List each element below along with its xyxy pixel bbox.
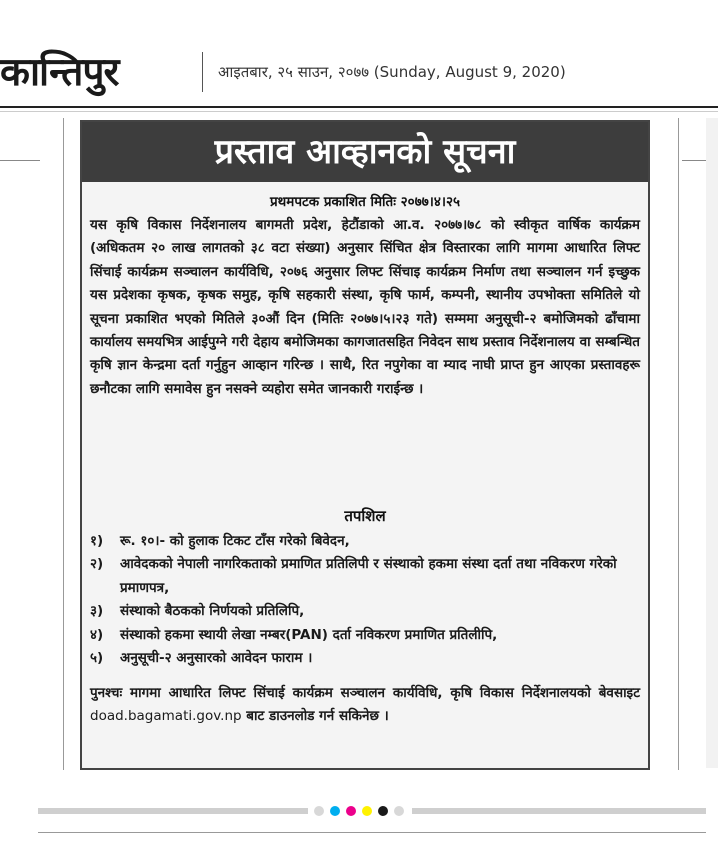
list-text: आवेदकको नेपाली नागरिकताको प्रमाणित प्रतिलिपी र संस्थाको हकमा संस्था दर्ता तथा नविकरण गरेको प्रमाणपत्र,: [120, 556, 617, 596]
postscript: [90, 682, 640, 729]
website-link[interactable]: doad.bagamati.gov.np: [90, 708, 242, 725]
masthead: [0, 0, 718, 108]
list-item: [90, 600, 640, 623]
list-number: १): [90, 533, 104, 549]
list-item: [90, 647, 640, 670]
masthead-thin-rule: [0, 111, 718, 112]
list-number: ५): [90, 650, 104, 667]
masthead-separator: [202, 52, 203, 92]
left-column-rule: [0, 160, 40, 161]
bottom-rule: [38, 832, 706, 833]
registration-dot: [330, 806, 340, 816]
list-number: ३): [90, 603, 104, 620]
list-number: ४): [90, 626, 104, 643]
newspaper-logo: कान्तिपुर: [0, 49, 119, 95]
list-item: [90, 530, 640, 553]
notice-title: प्रस्ताव आव्हानको सूचना: [214, 132, 516, 172]
masthead-date: आइतबार, २५ साउन, २०७७ (Sunday, August 9, 2020): [218, 63, 566, 81]
strip-bar-left: [38, 808, 308, 814]
registration-dot: [394, 806, 404, 816]
registration-dot: [314, 806, 324, 816]
publication-date: प्रथमपटक प्रकाशित मितिः २०७७।४।२५: [269, 194, 461, 210]
registration-strip: [38, 806, 706, 816]
list-text: अनुसूची-२ अनुसारको आवेदन फाराम ।: [120, 650, 313, 667]
notice-title-bar: [82, 122, 648, 182]
right-column-edge: [706, 118, 718, 768]
details-heading: तपशिल: [344, 507, 386, 525]
postscript-text: मागमा आधारित लिफ्ट सिंचाई कार्यक्रम सञ्चालन कार्यविधि, कृषि विकास निर्देशनालयको बेवसाइट: [122, 685, 640, 701]
registration-dot: [362, 806, 372, 816]
list-text: रू. १०।- को हुलाक टिकट टाँस गरेको बिवेदन,: [120, 533, 350, 549]
notice-box: [80, 120, 650, 770]
list-text: संस्थाको बैठकको निर्णयको प्रतिलिपि,: [120, 603, 305, 620]
postscript-text-end: बाट डाउनलोड गर्न सकिनेछ ।: [241, 708, 389, 725]
list-item: [90, 624, 640, 647]
postscript-label: पुनश्चः: [90, 685, 123, 701]
column-divider-right: [678, 118, 679, 770]
registration-dot: [346, 806, 356, 816]
registration-dot: [378, 806, 388, 816]
masthead-rule: [0, 106, 718, 108]
list-text: संस्थाको हकमा स्थायी लेखा नम्बर(PAN) दर्ता नविकरण प्रमाणित प्रतिलीपि,: [120, 626, 498, 643]
requirements-list: [90, 530, 640, 670]
list-number: २): [90, 556, 104, 573]
notice-body: यस कृषि विकास निर्देशनालय बागमती प्रदेश, हेटौंडाको आ.व. २०७७।७८ को स्वीकृत वार्षिक कार्यक्रम (अधिकतम २० लाख लागतको ३८ वटा संख्या) अनुसार सिंचित क्षेत्र विस्तारका लागि मागमा आधारित लिफ्ट सिंचाई कार्यक्रम सञ्चालन कार्यविधि, २०७६ अनुसार लिफ्ट सिंचाइ कार्यक्रम निर्माण तथा सञ्चालन गर्न इच्छुक यस प्रदेशका कृषक, कृषक समुह, कृषि सहकारी संस्था, कृषि फार्म, कम्पनी, स्थानीय उपभोक्ता समितिले यो सूचना प्रकाशित भएको मितिले ३०औं दिन (मितिः २०७७।५।२३ गते) सम्ममा अनुसूची-२ बमोजिमको ढाँचामा कार्यालय समयभित्र आईपुग्ने गरी देहाय बमोजिमका कागजातसहित निवेदन साथ प्रस्ताव निर्देशनालय वा सम्बन्धित कृषि ज्ञान केन्द्रमा दर्ता गर्नुहुन आव्हान गरिन्छ । साथै, रित नपुगेका वा म्याद नाघी प्राप्त हुन आएका प्रस्तावहरू छनौटका लागि समावेस हुन नसक्ने व्यहोरा समेत जानकारी गराईन्छ ।: [90, 217, 640, 397]
list-item: [90, 553, 640, 600]
column-divider-left: [63, 118, 64, 770]
strip-bar-right: [412, 808, 706, 814]
